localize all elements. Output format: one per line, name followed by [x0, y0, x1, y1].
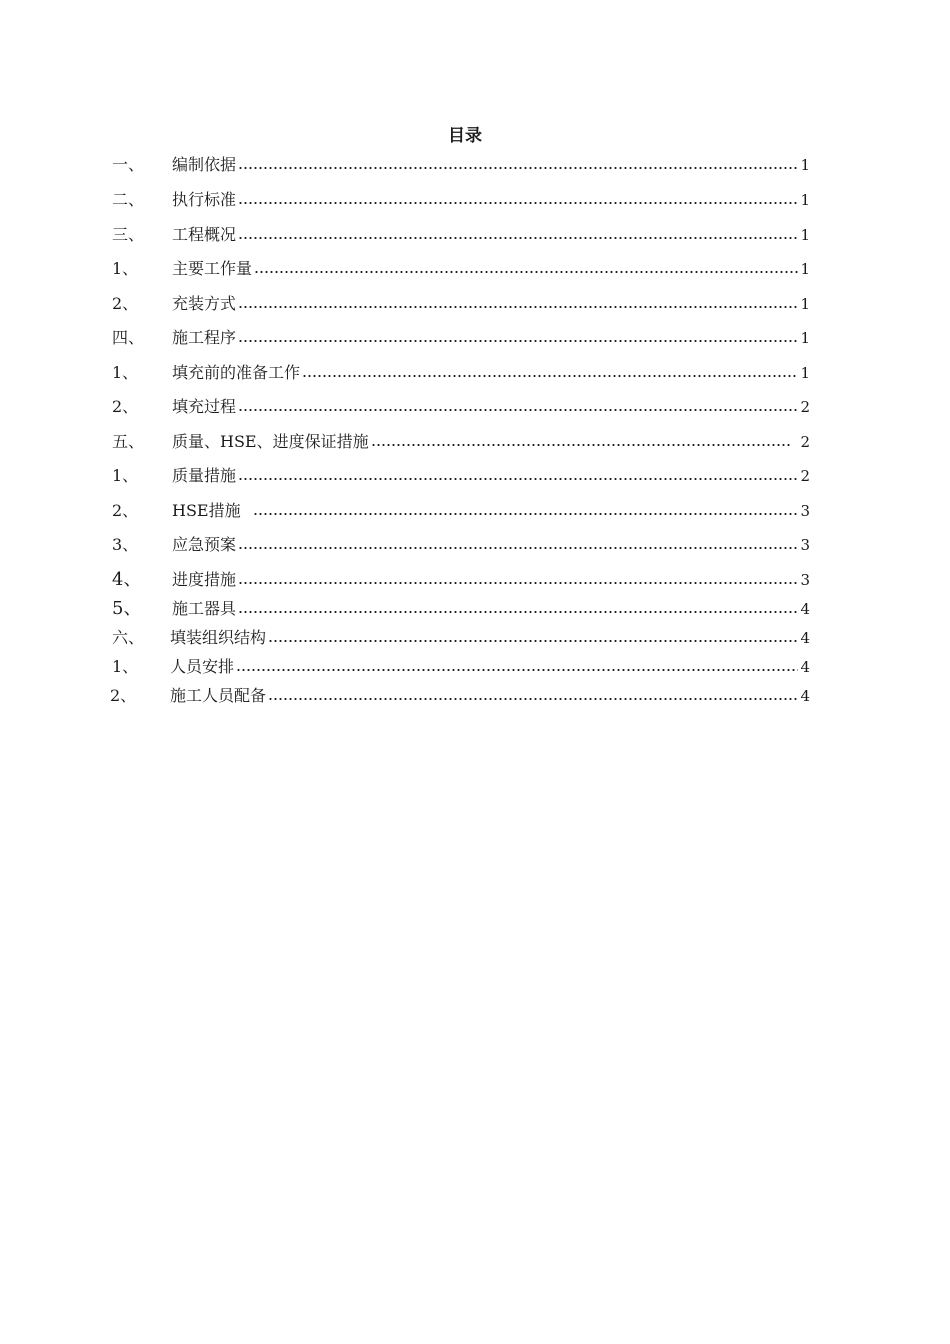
toc-entry-page: 4 [800, 629, 810, 647]
toc-entry-page: 2 [800, 398, 810, 416]
toc-entry-page: 4 [800, 600, 810, 618]
toc-entry-number: 2、 [112, 501, 139, 520]
toc-title: 目录 [448, 126, 482, 146]
toc-entry-page: 3 [800, 571, 810, 589]
toc-dot-leader [238, 408, 798, 412]
toc-entry[interactable] [112, 222, 812, 246]
toc-entry-page: 1 [800, 191, 810, 209]
toc-dot-leader [302, 374, 798, 378]
toc-entry-number: 1、 [112, 466, 139, 485]
toc-entry[interactable] [112, 654, 812, 678]
toc-entry[interactable] [112, 291, 812, 315]
toc-entry-number: 2、 [110, 686, 137, 705]
toc-dot-leader [238, 581, 798, 585]
toc-entry-label: 执行标准 [172, 190, 237, 209]
toc-entry-label: 质量措施 [172, 466, 237, 485]
toc-entry[interactable] [112, 394, 812, 418]
toc-entry-label: 人员安排 [170, 657, 235, 676]
toc-entry-number: 1、 [112, 363, 139, 382]
toc-dot-leader [238, 236, 798, 240]
toc-entry[interactable] [112, 325, 812, 349]
toc-entry[interactable] [112, 532, 812, 556]
toc-entry-number: 2、 [112, 397, 139, 416]
toc-entry-page: 3 [800, 536, 810, 554]
toc-dot-leader [254, 270, 798, 274]
toc-entry-label: 工程概况 [172, 225, 237, 244]
toc-entry[interactable] [112, 152, 812, 176]
toc-entry-number: 2、 [112, 294, 139, 313]
toc-entry[interactable] [112, 498, 812, 522]
toc-entry-page: 1 [800, 329, 810, 347]
toc-entry-page: 3 [800, 502, 810, 520]
toc-dot-leader [238, 546, 798, 550]
toc-dot-leader [238, 610, 798, 614]
toc-entry-number: 1、 [112, 259, 139, 278]
toc-entry[interactable] [110, 683, 812, 707]
toc-entry-label: 编制依据 [172, 155, 237, 174]
toc-entry-label: 主要工作量 [172, 259, 253, 278]
toc-dot-leader [253, 512, 799, 516]
toc-entry-label: 充装方式 [172, 294, 237, 313]
toc-entry-number: 六、 [112, 628, 145, 647]
toc-entry-label: 填装组织结构 [170, 628, 267, 647]
toc-entry-label: HSE措施 [172, 501, 241, 520]
toc-dot-leader [238, 477, 798, 481]
toc-entry-number: 一、 [112, 155, 145, 174]
toc-entry-label: 填充过程 [172, 397, 237, 416]
toc-entry[interactable] [112, 625, 812, 649]
toc-entry-page: 1 [800, 260, 810, 278]
toc-entry[interactable] [112, 360, 812, 384]
toc-entry-number: 五、 [112, 432, 145, 451]
toc-entry-page: 1 [800, 364, 810, 382]
toc-entry-page: 2 [800, 467, 810, 485]
toc-entry-number: 四、 [112, 328, 145, 347]
toc-dot-leader [238, 201, 798, 205]
toc-entry-label: 填充前的准备工作 [172, 363, 301, 382]
toc-entry-label: 质量、HSE、进度保证措施 [172, 432, 369, 451]
toc-entry-page: 1 [800, 226, 810, 244]
toc-entry-number: 5、 [112, 598, 142, 619]
toc-entry[interactable] [112, 596, 812, 620]
toc-entry[interactable] [112, 567, 812, 591]
toc-entry-number: 3、 [112, 535, 139, 554]
toc-entry[interactable] [112, 463, 812, 487]
toc-dot-leader [238, 339, 798, 343]
toc-entry[interactable] [112, 429, 812, 453]
toc-dot-leader [236, 668, 798, 672]
toc-entry-label: 施工器具 [172, 599, 237, 618]
toc-entry-label: 进度措施 [172, 570, 237, 589]
toc-entry-page: 4 [800, 658, 810, 676]
toc-entry-label: 施工程序 [172, 328, 237, 347]
toc-entry-number: 二、 [112, 190, 145, 209]
toc-dot-leader [238, 305, 798, 309]
toc-entry-label: 应急预案 [172, 535, 237, 554]
toc-entry-page: 1 [800, 156, 810, 174]
toc-entry[interactable] [112, 256, 812, 280]
toc-entry-number: 1、 [112, 657, 139, 676]
toc-entry-page: 1 [800, 295, 810, 313]
toc-entry-number: 三、 [112, 225, 145, 244]
toc-dot-leader [238, 166, 798, 170]
toc-entry-page: 2 [800, 433, 810, 451]
toc-entry-label: 施工人员配备 [170, 686, 267, 705]
toc-entry[interactable] [112, 187, 812, 211]
toc-dot-leader [371, 443, 791, 447]
toc-entry-number: 4、 [112, 569, 142, 590]
toc-entry-page: 4 [800, 687, 810, 705]
toc-dot-leader [268, 639, 798, 643]
toc-dot-leader [268, 697, 798, 701]
